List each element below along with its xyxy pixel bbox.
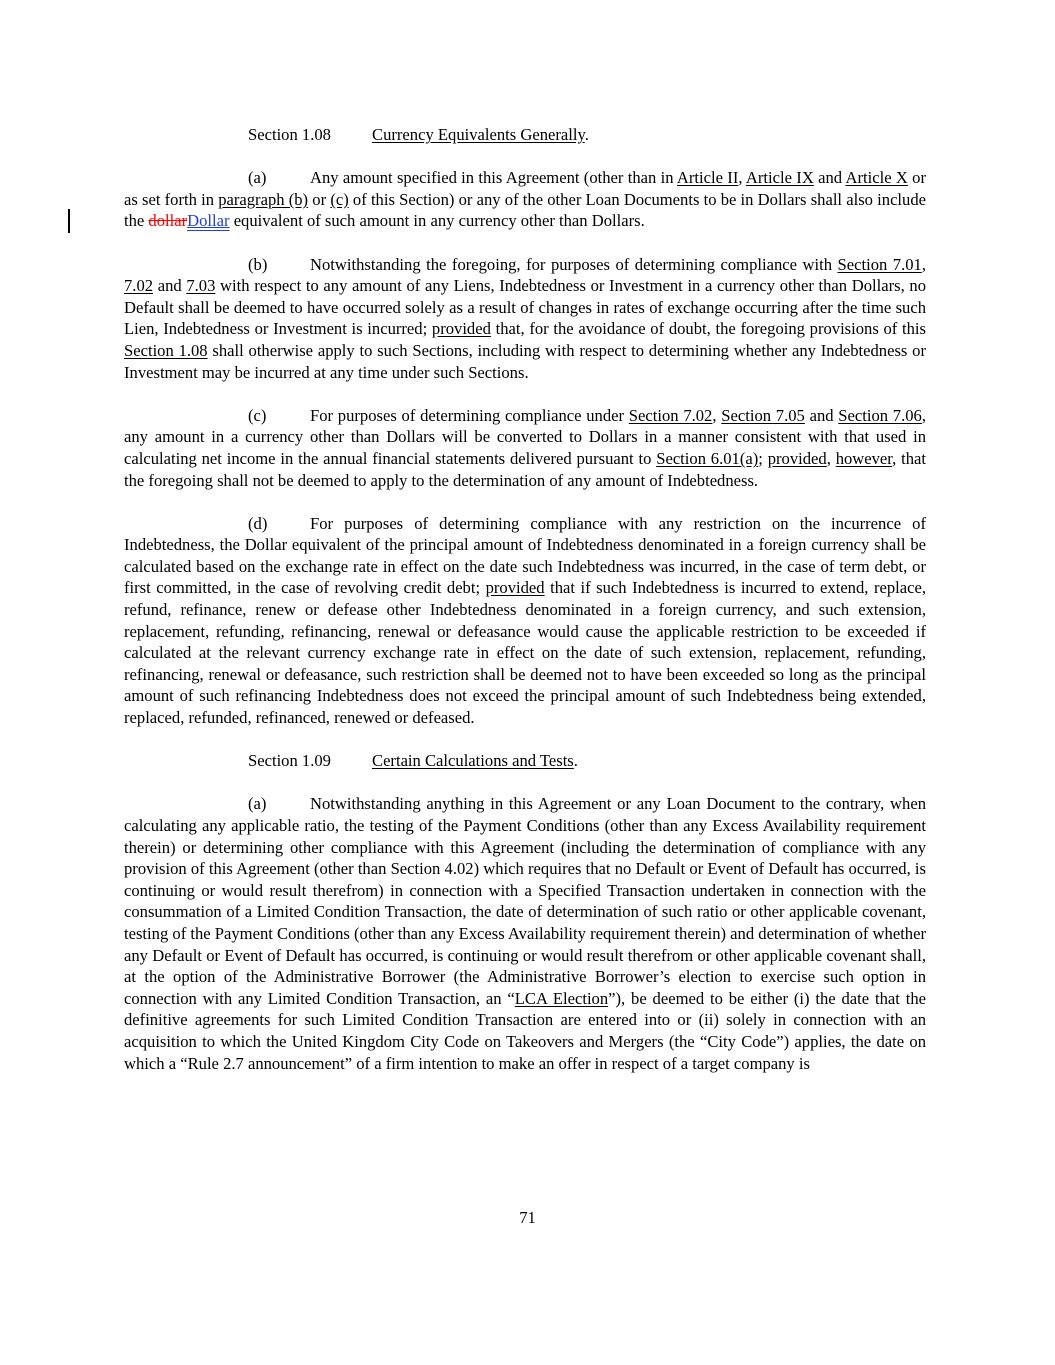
cross-reference: Section 1.08 bbox=[124, 340, 208, 360]
paragraph-1-08-d: (d) For purposes of determining compliance with any restriction on the incurrence of Indebtedness, the Dollar equivalent of the principal amount of Indebtedness denominated in a foreign currency shall be calculated based on the exchange rate in effect on the date such Indebtedness was incurred, in the case of term debt, or first committed, in the case of revolving credit debt; provided that if such Indebtedness is incurred to extend, replace, refund, refinance, renew or defease other Indebtedness denominated in a foreign currency, and such extension, replacement, refunding, refinancing, renewal or defeasance would cause the applicable restriction to be exceeded if calculated at the relevant currency exchange rate in effect on the date of such extension, replacement, refunding, refinancing, renewal or defeasance, such restriction shall be deemed not to have been exceeded so long as the principal amount of such refinancing Indebtedness does not exceed the principal amount of such Indebtedness being extended, replaced, refunded, refinanced, renewed or defeased. bbox=[124, 513, 926, 728]
paragraph-label: (c) bbox=[248, 405, 267, 425]
defined-term: LCA Election bbox=[514, 988, 609, 1008]
revision-change-bar bbox=[68, 209, 70, 233]
paragraph-1-08-b: (b) Notwithstanding the foregoing, for purposes of determining compliance with Section 7.01, 7.02 and 7.03 with respect to any amount of any Liens, Indebtedness or Investment in a currency other than Dollars, no Default shall be deemed to have occurred solely as a result of changes in rates of exchange occurring after the time such Lien, Indebtedness or Investment is incurred; provided that, for the avoidance of doubt, the foregoing provisions of this Section 1.08 shall otherwise apply to such Sections, including with respect to determining whether any Indebtedness or Investment may be incurred at any time under such Sections. bbox=[124, 254, 926, 382]
section-1-08-heading: Section 1.08 Currency Equivalents Generally. bbox=[248, 125, 589, 144]
cross-reference: 7.02 bbox=[124, 276, 154, 296]
cross-reference: (c) bbox=[330, 189, 349, 209]
cross-reference: paragraph (b) bbox=[218, 189, 309, 209]
paragraph-1-08-a: (a) Any amount specified in this Agreement (other than in Article II, Article IX and Article X or as set forth in paragraph (b) or (c) of this Section) or any of the other Loan Documents to be in Dollars shall also include the dollarDollar equivalent of such amount in any currency other than Dollars. bbox=[124, 168, 927, 231]
section-number: Section 1.08 bbox=[248, 125, 331, 144]
page-number: 71 bbox=[519, 1208, 536, 1227]
section-title: Currency Equivalents Generally bbox=[372, 125, 585, 144]
paragraph-1-08-c: (c) For purposes of determining compliance under Section 7.02, Section 7.05 and Section 7.06, any amount in a currency other than Dollars will be converted to Dollars in a manner consistent with that used in calculating net income in the annual financial statements delivered pursuant to Section 6.01(a); provided, however, that the foregoing shall not be deemed to apply to the determination of any amount of Indebtedness. bbox=[124, 405, 927, 490]
section-number: Section 1.09 bbox=[248, 751, 331, 771]
section-1-09-heading: Section 1.09 Certain Calculations and Tests. bbox=[248, 751, 578, 771]
document-page bbox=[124, 124, 926, 1074]
cross-reference: Section 7.02 bbox=[628, 405, 713, 425]
paragraph-label: (a) bbox=[248, 168, 267, 188]
defined-term: provided bbox=[485, 578, 545, 598]
section-title: Certain Calculations and Tests bbox=[372, 751, 574, 771]
defined-term: provided bbox=[431, 319, 491, 339]
paragraph-label: (d) bbox=[248, 513, 268, 533]
cross-reference: Section 7.05 bbox=[721, 405, 805, 425]
paragraph-1-09-a: (a) Notwithstanding anything in this Agreement or any Loan Document to the contrary, when calculating any applicable ratio, the testing of the Payment Conditions (other than any Excess Availability requirement therein) or determining other compliance with this Agreement (including the determination of compliance with any provision of this Agreement (other than Section 4.02) which requires that no Default or Event of Default has occurred, is continuing or would result therefrom) in connection with a Specified Transaction undertaken in connection with the consummation of a Limited Condition Transaction, the date of determination of such ratio or other applicable covenant, testing of the Payment Conditions (other than any Excess Availability requirement therein) and determination of whether any Default or Event of Default has occurred, is continuing or would result therefrom or other applicable covenant shall, at the option of the Administrative Borrower (the Administrative Borrower’s election to exercise such option in connection with any Limited Condition Transaction, an “LCA Election”), be deemed to be either (i) the date that the definitive agreements for such Limited Condition Transaction are entered into or (ii) solely in connection with an acquisition to which the United Kingdom City Code on Takeovers and Mergers (the “City Code”) applies, the date on which a “Rule 2.7 announcement” of a firm intention to make an offer in respect of a target company is bbox=[124, 794, 926, 1073]
paragraph-label: (a) bbox=[248, 794, 267, 814]
deleted-text: dollar bbox=[148, 211, 188, 231]
cross-reference: Section 7.01 bbox=[837, 254, 922, 274]
cross-reference: Article II bbox=[676, 168, 739, 188]
cross-reference: Article X bbox=[845, 168, 908, 188]
cross-reference: Section 7.06 bbox=[838, 405, 922, 425]
cross-reference: Section 6.01(a) bbox=[656, 448, 759, 468]
paragraph-label: (b) bbox=[248, 254, 268, 274]
cross-reference: Article IX bbox=[745, 168, 814, 188]
inserted-text: Dollar bbox=[187, 211, 230, 231]
defined-term: provided bbox=[767, 448, 827, 468]
cross-reference: 7.03 bbox=[186, 276, 216, 296]
defined-term: however bbox=[835, 448, 893, 468]
